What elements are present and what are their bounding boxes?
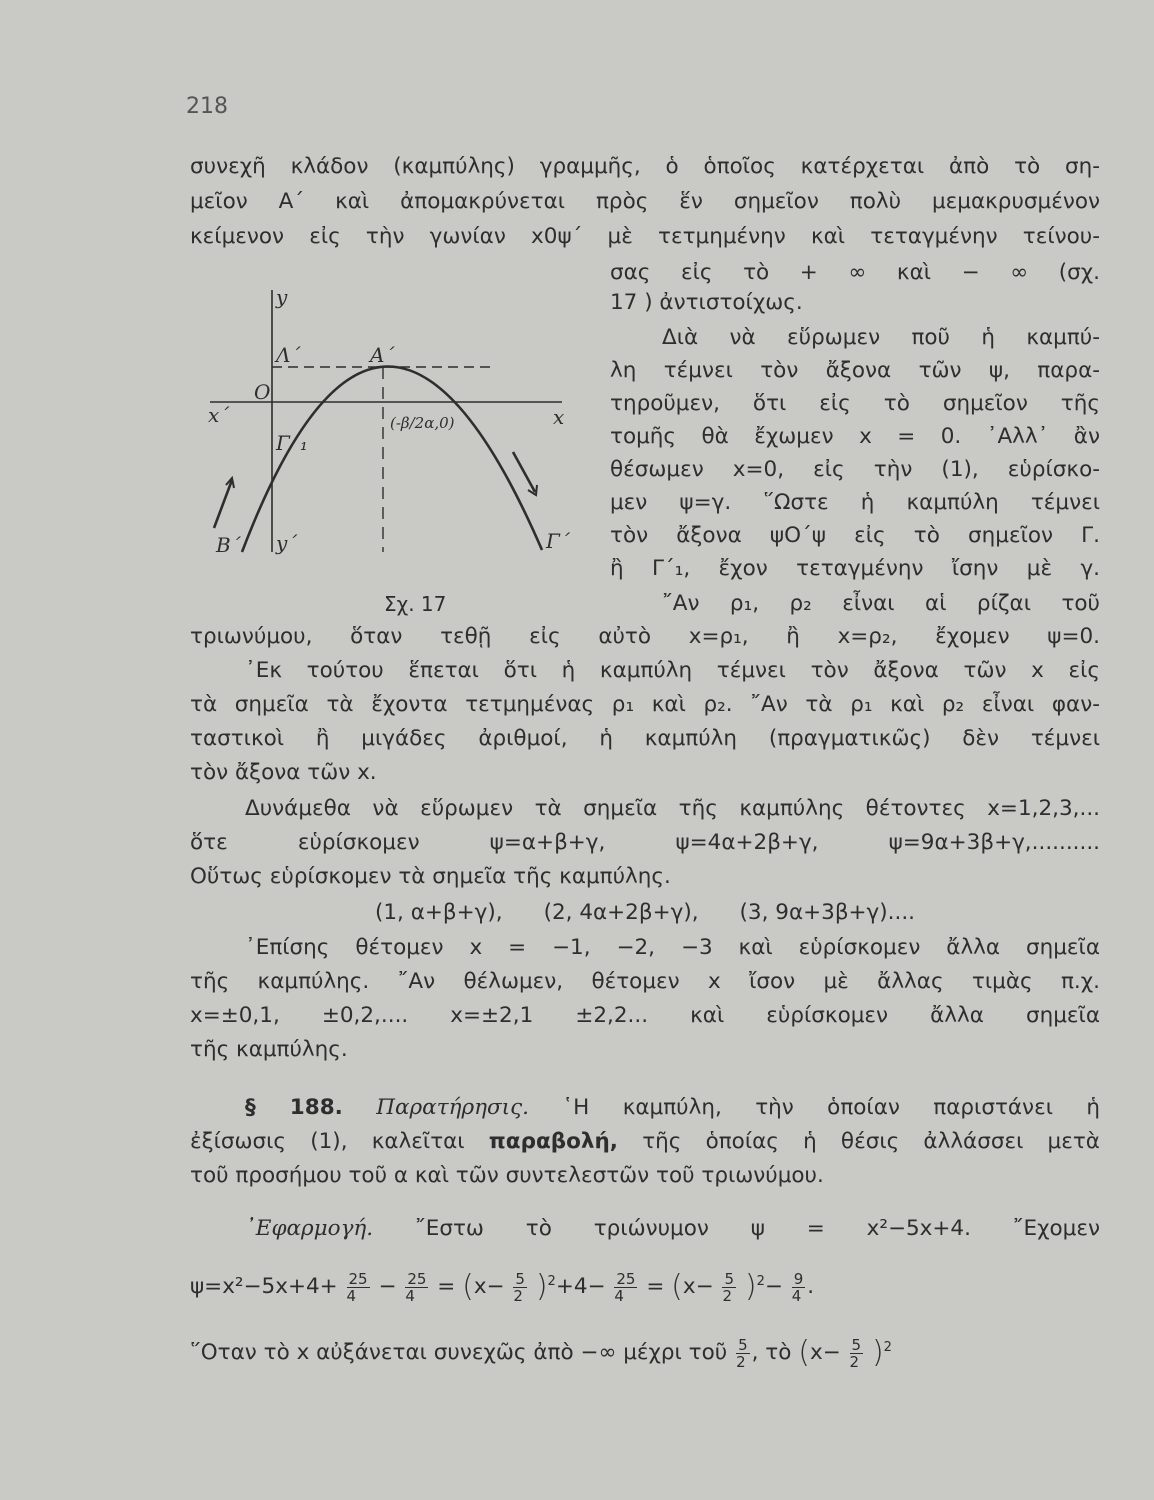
term-parabola: παραβολή, bbox=[488, 1129, 618, 1154]
equation-line: ψ=x²−5x+4+ $\frac{25}{4}$ − $\frac{25}{4}$ = (x− $\frac{5}{2}$ )$^2$+4− $\frac{25}{4}$ = (x− $\frac{5}{2}$ )$^2$− $\frac{9}{4}$ . bbox=[190, 1269, 815, 1305]
label-y-prime: y΄ bbox=[276, 531, 298, 555]
text-line: Δυνάμεθα νὰ εὕρωμεν τὰ σημεῖα τῆς καμπύλης θέτοντες x=1,2,3,... bbox=[245, 796, 1100, 821]
fraction: $\frac{25}{4}$ bbox=[614, 1269, 636, 1305]
parabola-figure bbox=[190, 282, 610, 582]
section-heading-line bbox=[190, 1093, 1100, 1123]
text-line: ἢ Γ΄₁, ἔχον τεταγμένην ἴσην μὲ γ. bbox=[610, 556, 1100, 581]
figure-caption: Σχ. 17 bbox=[384, 592, 447, 616]
text-line: μεν ψ=γ. ῞Ωστε ἡ καμπύλη τέμνει bbox=[610, 490, 1100, 515]
label-gamma1-prime: Γ΄₁ bbox=[276, 431, 308, 455]
text-line: τηροῦμεν, ὅτι εἰς τὸ σημεῖον τῆς bbox=[610, 391, 1100, 416]
text-line: 17 ) ἀντιστοίχως. bbox=[610, 290, 803, 315]
text-line: συνεχῆ κλάδον (καμπύλης) γραμμῆς, ὁ ὁποῖος κατέρχεται ἀπὸ τὸ ση- bbox=[190, 154, 1100, 179]
label-x: x bbox=[553, 405, 565, 429]
fraction: $\frac{5}{2}$ bbox=[722, 1269, 735, 1305]
fraction: $\frac{5}{2}$ bbox=[736, 1335, 748, 1371]
application-line bbox=[190, 1214, 1100, 1244]
text-line: τοῦ προσήμου τοῦ α καὶ τῶν συντελεστῶν τοῦ τριωνύμου. bbox=[190, 1163, 824, 1188]
fraction: $\frac{25}{4}$ bbox=[405, 1269, 427, 1305]
text-line: σας εἰς τὸ + ∞ καὶ − ∞ (σχ. bbox=[610, 260, 1100, 285]
section-text: τῆς ὁποίας ἡ θέσις ἀλλάσσει μετὰ bbox=[642, 1129, 1100, 1154]
arrow-down-right bbox=[513, 452, 535, 492]
label-origin: O bbox=[254, 380, 271, 404]
text-line: ᾿Εκ τούτου ἕπεται ὅτι ἡ καμπύλη τέμνει τὸν ἄξονα τῶν x εἰς bbox=[245, 658, 1100, 683]
section-text: ἐξίσωσις (1), καλεῖται bbox=[190, 1129, 465, 1154]
text-line: ῞Οταν τὸ x αὐξάνεται συνεχῶς ἀπὸ −∞ μέχρι τοῦ $\frac{5}{2}$ , τὸ (x− $\frac{5}{2}$ )$^2$ bbox=[190, 1335, 892, 1371]
parabola-curve bbox=[242, 366, 542, 552]
label-a-prime: Α΄ bbox=[370, 343, 395, 367]
eq-part: ψ=x²−5x+4+ bbox=[190, 1274, 338, 1300]
label-y: y bbox=[276, 285, 288, 309]
text-line: τῆς καμπύλης. bbox=[190, 1037, 348, 1062]
label-x-prime: x΄ bbox=[208, 403, 230, 427]
application-text: , τὸ bbox=[751, 1340, 792, 1366]
arrow-up-left bbox=[214, 480, 232, 528]
text-line bbox=[190, 1127, 1100, 1157]
text-line: ὅτε εὑρίσκομεν ψ=α+β+γ, ψ=4α+2β+γ, ψ=9α+3β+γ,.......... bbox=[190, 830, 1100, 855]
text-line: x=±0,1, ±0,2,.... x=±2,1 ±2,2... καὶ εὑρίσκομεν ἄλλα σημεῖα bbox=[190, 1003, 1100, 1028]
application-label: ᾿Εφαρμογή. bbox=[245, 1216, 374, 1241]
text-line: ῎Αν ρ₁, ρ₂ εἶναι αἱ ρίζαι τοῦ bbox=[662, 591, 1100, 616]
text-line: τὸν ἄξονα τῶν x. bbox=[190, 760, 377, 785]
text-line: (1, α+β+γ), (2, 4α+2β+γ), (3, 9α+3β+γ).... bbox=[374, 900, 916, 925]
page-number: 218 bbox=[186, 94, 228, 119]
text-line: κείμενον εἰς τὴν γωνίαν x0ψ΄ μὲ τετμημένην καὶ τεταγμένην τείνου- bbox=[190, 224, 1100, 249]
text-line: τριωνύμου, ὅταν τεθῇ εἰς αὐτὸ x=ρ₁, ἢ x=ρ₂, ἔχομεν ψ=0. bbox=[190, 624, 1100, 649]
text-line: τὸν ἄξονα ψO΄ψ εἰς τὸ σημεῖον Γ. bbox=[610, 523, 1100, 548]
text-line: Διὰ νὰ εὕρωμεν ποῦ ἡ καμπύ- bbox=[662, 325, 1100, 350]
fraction: $\frac{5}{2}$ bbox=[849, 1335, 862, 1371]
section-title: Παρατήρησις. bbox=[376, 1095, 529, 1120]
label-g-prime: Γ΄ bbox=[546, 529, 570, 553]
text-line: λη τέμνει τὸν ἄξονα τῶν ψ, παρα- bbox=[610, 358, 1100, 383]
label-vertex: (-β/2α,0) bbox=[390, 414, 455, 432]
text-line: τῆς καμπύλης. ῎Αν θέλωμεν, θέτομεν x ἴσον μὲ ἄλλας τιμὰς π.χ. bbox=[190, 969, 1100, 994]
fraction: $\frac{25}{4}$ bbox=[346, 1269, 368, 1305]
application-text: ῎Εστω τὸ τριώνυμον ψ = x²−5x+4. ῎Εχομεν bbox=[415, 1216, 1100, 1241]
text-line: μεῖον Α΄ καὶ ἀπομακρύνεται πρὸς ἕν σημεῖον πολὺ μεμακρυσμένον bbox=[190, 189, 1100, 214]
application-text: ῞Οταν τὸ x αὐξάνεται συνεχῶς ἀπὸ −∞ μέχρι τοῦ bbox=[190, 1340, 728, 1366]
label-b-prime: Β΄ bbox=[216, 533, 241, 557]
text-line: ταστικοὶ ἢ μιγάδες ἀριθμοί, ἡ καμπύλη (πραγματικῶς) δὲν τέμνει bbox=[190, 726, 1100, 751]
fraction: $\frac{5}{2}$ bbox=[513, 1269, 525, 1305]
fraction: $\frac{9}{4}$ bbox=[791, 1269, 804, 1305]
text-line: τομῆς θὰ ἔχωμεν x = 0. ᾿Αλλ᾿ ἂν bbox=[610, 424, 1100, 449]
text-line: Οὕτως εὑρίσκομεν τὰ σημεῖα τῆς καμπύλης. bbox=[190, 864, 671, 889]
section-text: ῾Η καμπύλη, τὴν ὁποίαν παριστάνει ἡ bbox=[562, 1095, 1100, 1120]
section-number: § 188. bbox=[245, 1095, 343, 1120]
text-line: ᾿Επίσης θέτομεν x = −1, −2, −3 καὶ εὑρίσκομεν ἄλλα σημεῖα bbox=[245, 935, 1100, 960]
label-lambda-prime: Λ΄ bbox=[276, 343, 301, 367]
text-line: τὰ σημεῖα τὰ ἔχοντα τετμημένας ρ₁ καὶ ρ₂. ῎Αν τὰ ρ₁ καὶ ρ₂ εἶναι φαν- bbox=[190, 692, 1100, 717]
text-line: θέσωμεν x=0, εἰς τὴν (1), εὑρίσκο- bbox=[610, 457, 1100, 482]
